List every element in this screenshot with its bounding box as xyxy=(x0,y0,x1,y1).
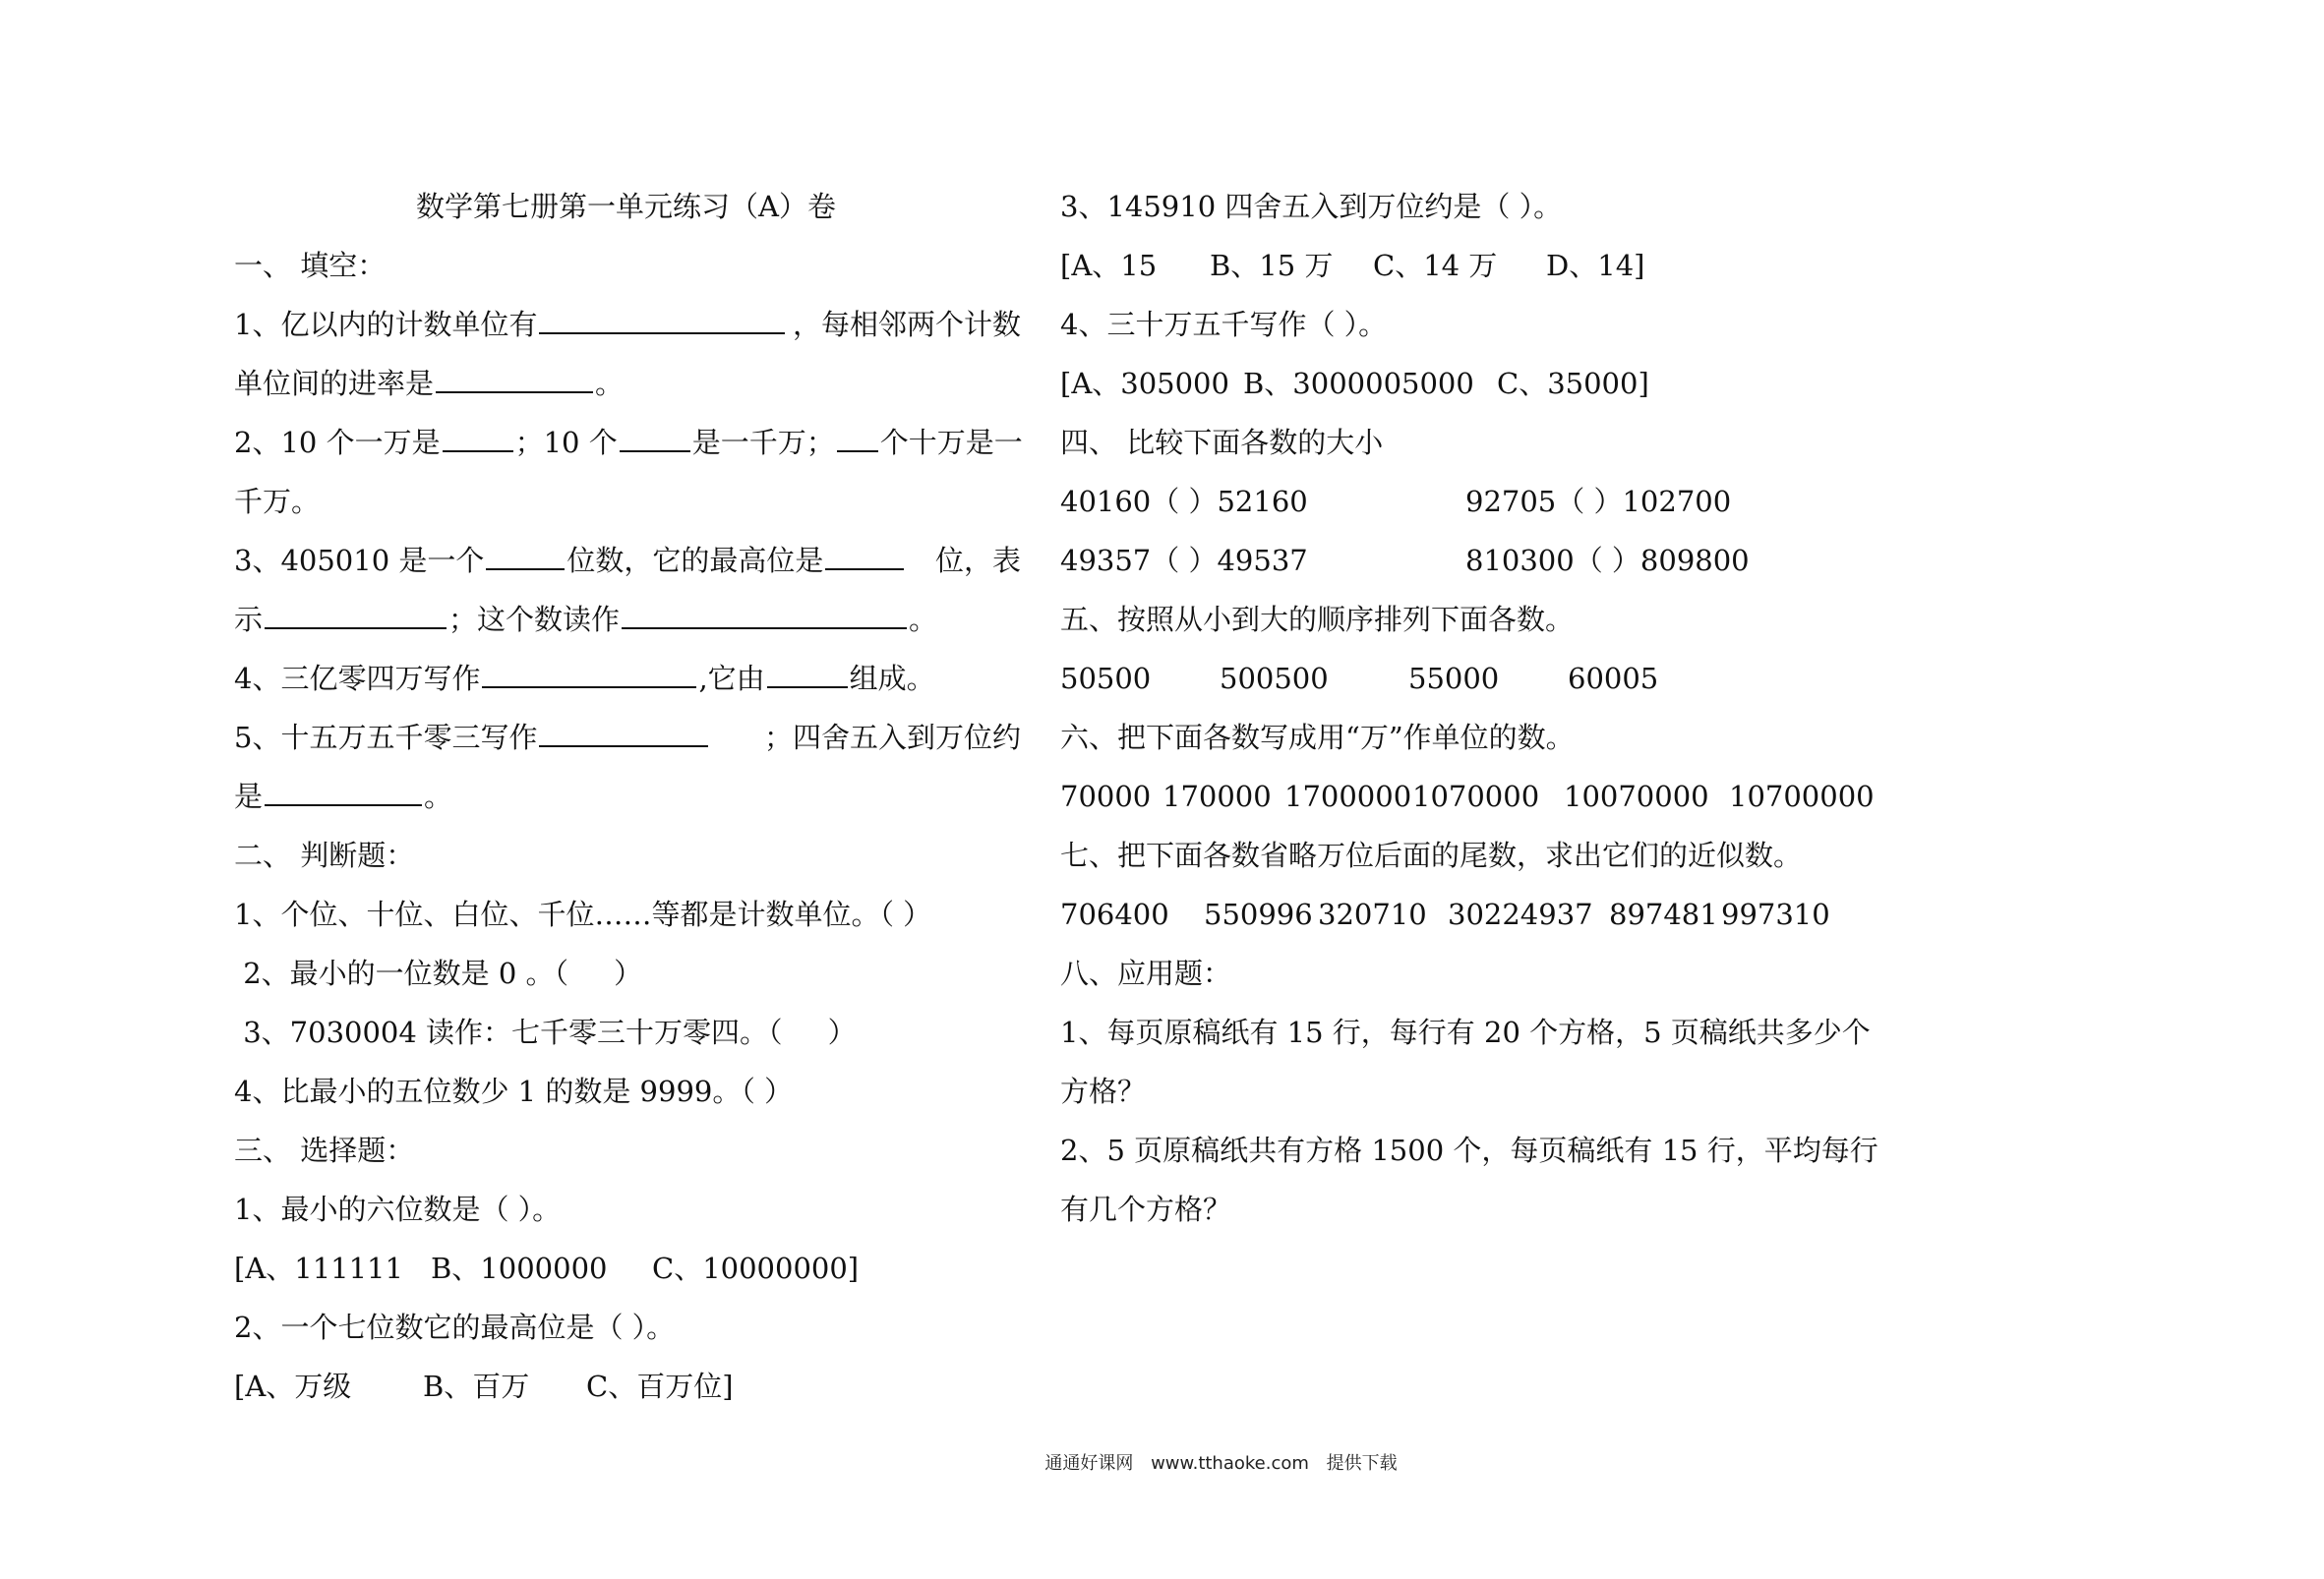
answer-blank[interactable] xyxy=(620,421,690,452)
choice-q4-options xyxy=(1060,354,1867,413)
number: 550996 xyxy=(1204,898,1313,931)
footer-site-name: 通通好课网 xyxy=(1044,1453,1134,1474)
word-problem-2-line-2: 有几个方格？ xyxy=(1060,1193,1232,1226)
section-3-heading: 三、 选择题： xyxy=(234,1134,415,1167)
choice-q3-options xyxy=(1060,236,1867,295)
number: 60005 xyxy=(1568,662,1659,695)
option-c: C、14 万 xyxy=(1373,249,1498,282)
number: 170000 xyxy=(1162,780,1272,813)
option-c: C、10000000] xyxy=(652,1252,860,1285)
option-b: B、1000000 xyxy=(431,1252,608,1285)
number: 70000 xyxy=(1060,780,1152,813)
number: 50500 xyxy=(1060,662,1152,695)
number: 1070000 xyxy=(1412,780,1540,813)
judge-item-4: 4、比最小的五位数少 1 的数是 9999。（ ） xyxy=(234,1075,794,1108)
number: 500500 xyxy=(1220,662,1329,695)
q3-line-1: 3、405010 是一个 位数，它的最高位是 位，表 xyxy=(234,531,1021,590)
q2-line-2: 千万。 xyxy=(234,485,321,518)
section-2-heading: 二、 判断题： xyxy=(234,839,415,872)
q4-line: 4、三亿零四万写作 ,它由 组成。 xyxy=(234,649,1021,708)
footer xyxy=(0,1449,2324,1475)
compare-row-2 xyxy=(1060,531,1867,590)
choice-q1: 1、最小的六位数是（ ）。 xyxy=(234,1193,562,1226)
judge-item-1: 1、个位、十位、白位、千位……等都是计数单位。（ ） xyxy=(234,898,932,931)
word-problem-1-line-2: 方格？ xyxy=(1060,1075,1147,1108)
answer-blank[interactable] xyxy=(482,657,696,688)
answer-blank[interactable] xyxy=(622,598,907,629)
option-a: [A、15 xyxy=(1060,249,1158,282)
number: 10700000 xyxy=(1729,780,1875,813)
q5-line-1: 5、十五万五千零三写作 ；四舍五入到万位约 xyxy=(234,708,1021,767)
section-4-heading: 四、 比较下面各数的大小 xyxy=(1060,426,1384,459)
footer-note: 提供下载 xyxy=(1326,1453,1398,1474)
order-numbers xyxy=(1060,649,1867,708)
word-problem-2-line-1: 2、5 页原稿纸共有方格 1500 个，每页稿纸有 15 行，平均每行 xyxy=(1060,1134,1878,1167)
choice-q2: 2、一个七位数它的最高位是（ ）。 xyxy=(234,1311,676,1344)
number: 320710 xyxy=(1318,898,1427,931)
number: 997310 xyxy=(1721,898,1830,931)
number: 55000 xyxy=(1408,662,1500,695)
option-c: C、百万位] xyxy=(586,1370,734,1403)
number: 1700000 xyxy=(1284,780,1412,813)
compare-item: 49357（ ）49537 xyxy=(1060,544,1308,577)
answer-blank[interactable] xyxy=(539,716,708,747)
word-problem-1-line-1: 1、每页原稿纸有 15 行，每行有 20 个方格，5 页稿纸共多少个 xyxy=(1060,1016,1871,1049)
compare-item: 92705（ ）102700 xyxy=(1465,485,1732,518)
q1-line-2: 单位间的进率是 。 xyxy=(234,354,1021,413)
compare-row-1 xyxy=(1060,472,1867,531)
option-a: [A、111111 xyxy=(234,1252,403,1285)
option-b: B、百万 xyxy=(423,1370,530,1403)
section-7-heading: 七、把下面各数省略万位后面的尾数，求出它们的近似数。 xyxy=(1060,839,1803,872)
number: 897481 xyxy=(1609,898,1718,931)
left-column xyxy=(234,177,1021,1416)
section-6-heading: 六、把下面各数写成用“万”作单位的数。 xyxy=(1060,721,1575,754)
answer-blank[interactable] xyxy=(486,539,565,570)
answer-blank[interactable] xyxy=(837,421,878,452)
option-d: D、14] xyxy=(1546,249,1645,282)
number: 706400 xyxy=(1060,898,1169,931)
option-b: B、15 万 xyxy=(1210,249,1334,282)
answer-blank[interactable] xyxy=(436,362,593,393)
choice-q1-options xyxy=(234,1239,1021,1298)
q3-line-2: 示 ；这个数读作 。 xyxy=(234,590,1021,649)
choice-q3: 3、145910 四舍五入到万位约是（ ）。 xyxy=(1060,190,1563,223)
wan-numbers xyxy=(1060,767,1875,826)
answer-blank[interactable] xyxy=(265,775,422,806)
q2-line-1: 2、10 个一万是 ；10 个 是一千万； 个十万是一 xyxy=(234,413,1021,472)
answer-blank[interactable] xyxy=(539,303,785,334)
compare-item: 810300（ ）809800 xyxy=(1465,544,1750,577)
number: 10070000 xyxy=(1564,780,1709,813)
approx-numbers xyxy=(1060,885,1867,944)
choice-q2-options xyxy=(234,1357,1021,1416)
q1-line-1: 1、亿以内的计数单位有 ，每相邻两个计数 xyxy=(234,295,1021,354)
option-c: C、35000] xyxy=(1497,367,1649,400)
answer-blank[interactable] xyxy=(443,421,513,452)
number: 30224937 xyxy=(1448,898,1593,931)
section-5-heading: 五、按照从小到大的顺序排列下面各数。 xyxy=(1060,603,1575,636)
option-b: B、3000005000 xyxy=(1243,367,1474,400)
section-8-heading: 八、应用题： xyxy=(1060,957,1232,990)
footer-url[interactable]: www.tthaoke.com xyxy=(1151,1453,1309,1474)
judge-item-2: 2、最小的一位数是 0 。（ ） xyxy=(234,957,643,990)
right-column xyxy=(1060,177,1878,1239)
section-1-heading: 一、 填空： xyxy=(234,249,387,282)
option-a: [A、万级 xyxy=(234,1370,352,1403)
answer-blank[interactable] xyxy=(767,657,848,688)
choice-q4: 4、三十万五千写作（ ）。 xyxy=(1060,308,1388,341)
answer-blank[interactable] xyxy=(825,539,904,570)
page-title: 数学第七册第一单元练习（A）卷 xyxy=(416,190,836,223)
compare-item: 40160（ ）52160 xyxy=(1060,485,1308,518)
q5-line-2: 是 。 xyxy=(234,767,1021,826)
option-a: [A、305000 xyxy=(1060,367,1229,400)
answer-blank[interactable] xyxy=(265,598,447,629)
judge-item-3: 3、7030004 读作：七千零三十万零四。（ ） xyxy=(234,1016,857,1049)
